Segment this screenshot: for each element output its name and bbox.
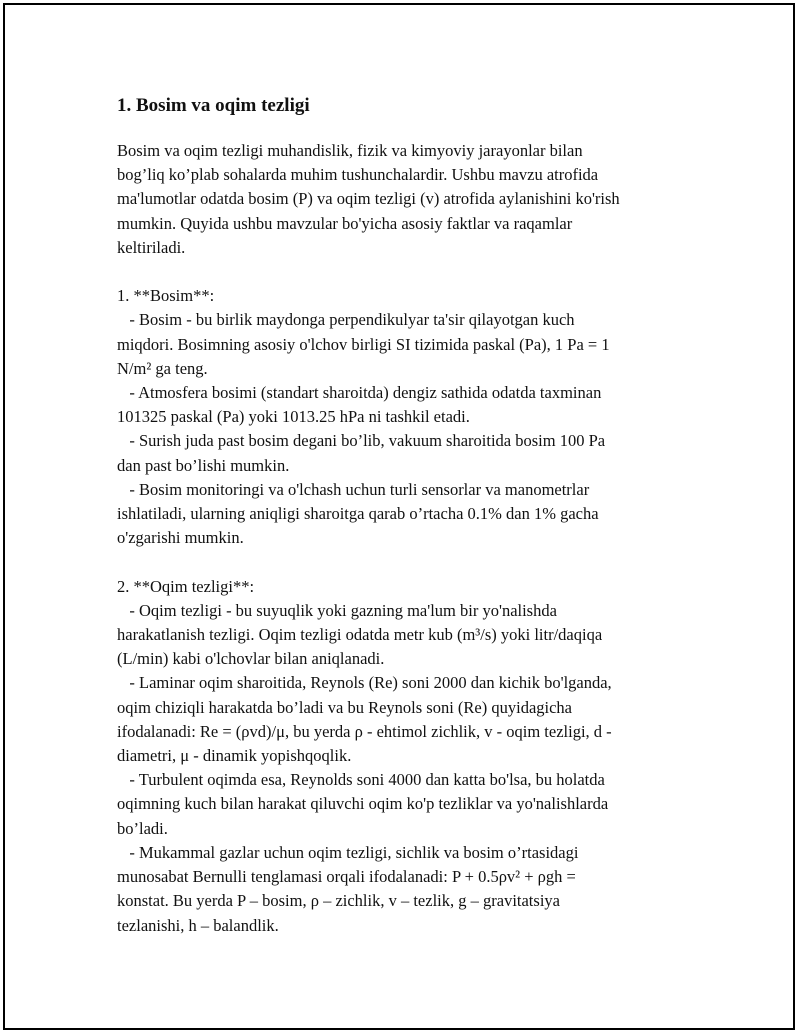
paragraph-spacer: [117, 260, 687, 284]
paragraph-spacer: [117, 550, 687, 574]
section-body-bosim: - Bosim - bu birlik maydonga perpendikulyar ta'sir qilayotgan kuch miqdori. Bosimning asosiy o'lchov birligi SI tizimida paskal (Pa), 1 Pa = 1 N/m² ga teng. - Atmosfera bosimi (standart sharoitda) dengiz sathida odatda taxminan 101325 paskal (Pa) yoki 1013.25 hPa ni tashkil etadi. - Surish juda past bosim degani bo’lib, vakuum sharoitida bosim 100 Pa dan past bo’lishi mumkin. - Bosim monitoringi va o'lchash uchun turli sensorlar va manometrlar ishlatiladi, ularning aniqligi sharoitga qarab o’rtacha 0.1% dan 1% gacha o'zgarishi mumkin.: [117, 310, 610, 548]
document-content: [117, 93, 687, 938]
section-title-oqim-tezligi: 2. **Oqim tezligi**:: [117, 576, 255, 596]
intro-paragraph: Bosim va oqim tezligi muhandislik, fizik va kimyoviy jarayonlar bilan bog’liq ko’plab sohalarda muhim tushunchalardir. Ushbu mavzu atrofida ma'lumotlar odatda bosim (P) va oqim tezligi (v) atrofida aylanishini ko'rish mumkin. Quyida ushbu mavzular bo'yicha asosiy faktlar va raqamlar keltiriladi.: [117, 141, 620, 257]
section-title-bosim: 1. **Bosim**:: [117, 286, 215, 306]
page-title: 1. Bosim va oqim tezligi: [117, 95, 310, 116]
section-body-oqim-tezligi: - Oqim tezligi - bu suyuqlik yoki gazning ma'lum bir yo'nalishda harakatlanish tezligi. Oqim tezligi odatda metr kub (m³/s) yoki litr/daqiqa (L/min) kabi o'lchovlar bilan aniqlanadi. - Laminar oqim sharoitida, Reynols (Re) soni 2000 dan kichik bo'lganda, oqim chiziqli harakatda bo’ladi va bu Reynols soni (Re) quyidagicha ifodalanadi: Re = (ρvd)/μ, bu yerda ρ - ehtimol zichlik, v - oqim tezligi, d - diametri, μ - dinamik yopishqoqlik. - Turbulent oqimda esa, Reynolds soni 4000 dan katta bo'lsa, bu holatda oqimning kuch bilan harakat qiluvchi oqim ko'p tezliklar va yo'nalishlarda bo’ladi. - Mukammal gazlar uchun oqim tezligi, sichlik va bosim o’rtasidagi munosabat Bernulli tenglamasi orqali ifodalanadi: P + 0.5ρv² + ρgh = konstat. Bu yerda P – bosim, ρ – zichlik, v – tezlik, g – gravitatsiya tezlanishi, h – balandlik.: [117, 600, 612, 935]
